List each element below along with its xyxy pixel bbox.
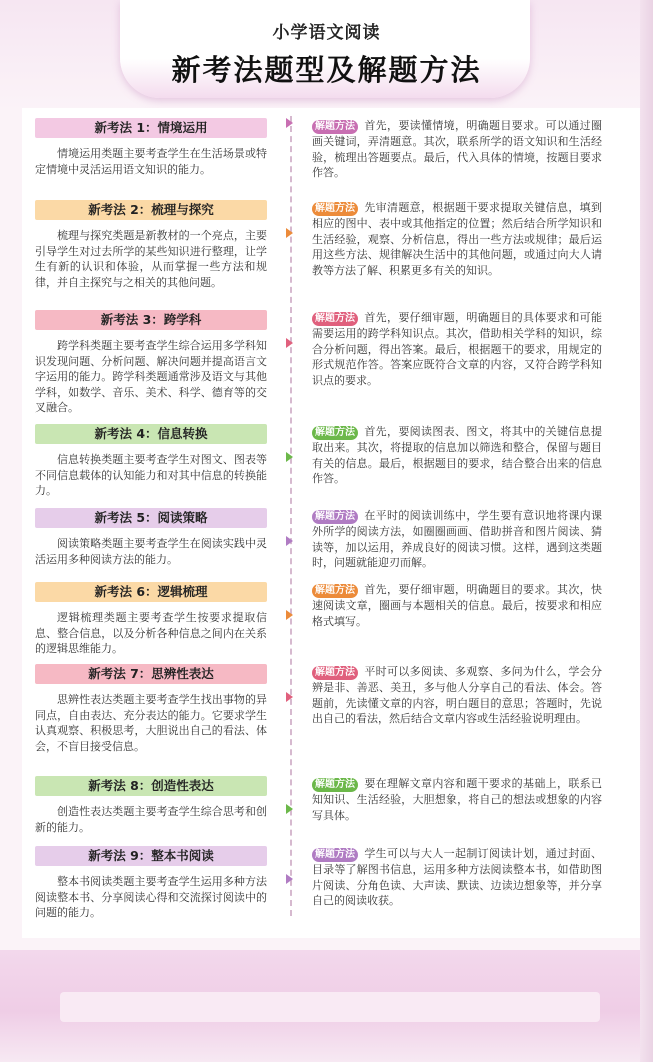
method-left-column [35, 846, 267, 921]
solution-tag: 解题方法 [312, 778, 358, 792]
method-solution [312, 118, 602, 181]
page-edge [640, 0, 653, 1062]
pointer-arrow-icon [286, 452, 293, 462]
solution-tag: 解题方法 [312, 426, 358, 440]
page-subtitle: 小学语文阅读 [272, 23, 381, 43]
method-description: 梳理与探究类题是新教材的一个亮点，主要引导学生对过去所学的某些知识进行整理，让学生有新的认识和体验，从而掌握一些方法和规律，并自主探究与之相关的其他问题。 [35, 229, 267, 289]
pointer-arrow-icon [286, 804, 293, 814]
footer-band [0, 950, 653, 1062]
pointer-arrow-icon [286, 874, 293, 884]
method-solution [312, 424, 602, 487]
method-description: 逻辑梳理类题主要考查学生按要求提取信息、整合信息，以及分析各种信息之间内在关系的逻辑思维能力。 [35, 611, 267, 655]
pointer-arrow-icon [286, 118, 293, 128]
method-solution [312, 200, 602, 278]
solution-text: 首先，要读懂情境，明确题目要求。可以通过圈画关键词，弄清题意。其次，联系所学的语文知识和生活经验，梳理出答题要点。最后，代入具体的情境，按题目要求作答。 [312, 119, 602, 180]
method-banner: 新考法 1：情境运用 [35, 118, 267, 138]
solution-tag: 解题方法 [312, 202, 358, 216]
pointer-arrow-icon [286, 610, 293, 620]
solution-tag: 解题方法 [312, 666, 358, 680]
solution-text: 首先，要阅读图表、图文，将其中的关键信息提取出来。其次，将提取的信息加以筛选和整合，保留与题目有关的信息。最后，根据题目的要求，结合整合出来的信息作答。 [312, 425, 602, 486]
method-banner: 新考法 5：阅读策略 [35, 508, 267, 528]
method-solution [312, 310, 602, 388]
solution-tag: 解题方法 [312, 120, 358, 134]
method-description: 阅读策略类题主要考查学生在阅读实践中灵活运用多种阅读方法的能力。 [35, 537, 267, 566]
method-description: 情境运用类题主要考查学生在生活场景或特定情境中灵活运用语文知识的能力。 [35, 147, 267, 176]
pointer-arrow-icon [286, 228, 293, 238]
method-solution [312, 776, 602, 823]
solution-text: 首先，要仔细审题，明确题目的具体要求和可能需要运用的跨学科知识点。其次，借助相关学科的知识，综合分析问题，得出答案。最后，根据题干的要求，用规定的形式规范作答。答案应既符合文章的内容，又符合跨学科知识点的要求。 [312, 311, 602, 387]
method-banner: 新考法 8：创造性表达 [35, 776, 267, 796]
method-left-column [35, 508, 267, 567]
solution-text: 学生可以与大人一起制订阅读计划，通过封面、目录等了解图书信息，运用多种方法阅读整本书，如借助图片阅读、分角色读、大声读、默读、边读边想象等，并分享自己的阅读收获。 [312, 847, 602, 908]
method-left-column [35, 582, 267, 657]
solution-text: 平时可以多阅读、多观察、多问为什么，学会分辨是非、善恶、美丑，多与他人分享自己的看法、体会。答题前，先读懂文章的内容，明白题目的意思；答题时，先说出自己的看法，然后结合文章内容或生活经验说明理由。 [312, 665, 602, 726]
footer-strip [60, 992, 600, 1022]
method-description: 信息转换类题主要考查学生对图文、图表等不同信息载体的认知能力和对其中信息的转换能力。 [35, 453, 267, 497]
method-left-column [35, 310, 267, 416]
pointer-arrow-icon [286, 536, 293, 546]
method-left-column [35, 664, 267, 754]
solution-tag: 解题方法 [312, 510, 358, 524]
pointer-arrow-icon [286, 692, 293, 702]
method-banner: 新考法 2：梳理与探究 [35, 200, 267, 220]
method-solution [312, 582, 602, 629]
solution-text: 先审清题意，根据题干要求提取关键信息，填到相应的图中、表中或其他指定的位置；然后结合所学知识和生活经验，观察、分析信息，得出一些方法或规律；最后运用这些方法、规律解决生活中的其他问题，或通过向大人请教等方法了解、积累更多有关的知识。 [312, 201, 602, 277]
solution-text: 首先，要仔细审题，明确题目的要求。其次，快速阅读文章，圈画与本题相关的信息。最后，按要求和相应格式填写。 [312, 583, 602, 628]
method-solution [312, 846, 602, 909]
method-description: 思辨性表达类题主要考查学生找出事物的异同点，自由表达、充分表达的能力。它要求学生认真观察、积极思考，大胆说出自己的看法、体会，不盲目接受信息。 [35, 693, 267, 753]
method-description: 创造性表达类题主要考查学生综合思考和创新的能力。 [35, 805, 267, 834]
solution-tag: 解题方法 [312, 312, 358, 326]
method-banner: 新考法 3：跨学科 [35, 310, 267, 330]
solution-tag: 解题方法 [312, 848, 358, 862]
method-left-column [35, 776, 267, 835]
method-solution [312, 508, 602, 571]
pointer-arrow-icon [286, 338, 293, 348]
method-banner: 新考法 6：逻辑梳理 [35, 582, 267, 602]
method-description: 跨学科类题主要考查学生综合运用多学科知识发现问题、分析问题、解决问题并提高语言文字运用的能力。跨学科类题通常涉及语文与其他学科，如数学、音乐、美术、科学、德育等的交叉融合。 [35, 339, 267, 414]
method-left-column [35, 424, 267, 499]
method-banner: 新考法 9：整本书阅读 [35, 846, 267, 866]
method-left-column [35, 200, 267, 290]
method-solution [312, 664, 602, 727]
method-banner: 新考法 4：信息转换 [35, 424, 267, 444]
solution-text: 要在理解文章内容和题干要求的基础上，联系已知知识、生活经验，大胆想象，将自己的想法或想象的内容写具体。 [312, 777, 602, 822]
page-title: 新考法题型及解题方法 [171, 53, 482, 87]
method-banner: 新考法 7：思辨性表达 [35, 664, 267, 684]
solution-tag: 解题方法 [312, 584, 358, 598]
method-left-column [35, 118, 267, 177]
method-description: 整本书阅读类题主要考查学生运用多种方法阅读整本书、分享阅读心得和交流探讨阅读中的问题的能力。 [35, 875, 267, 919]
solution-text: 在平时的阅读训练中，学生要有意识地将课内课外所学的阅读方法，如圈圈画画、借助拼音和图片阅读、猜读等，加以运用，养成良好的阅读习惯。这样，遇到这类题时，问题就能迎刃而解。 [312, 509, 602, 570]
